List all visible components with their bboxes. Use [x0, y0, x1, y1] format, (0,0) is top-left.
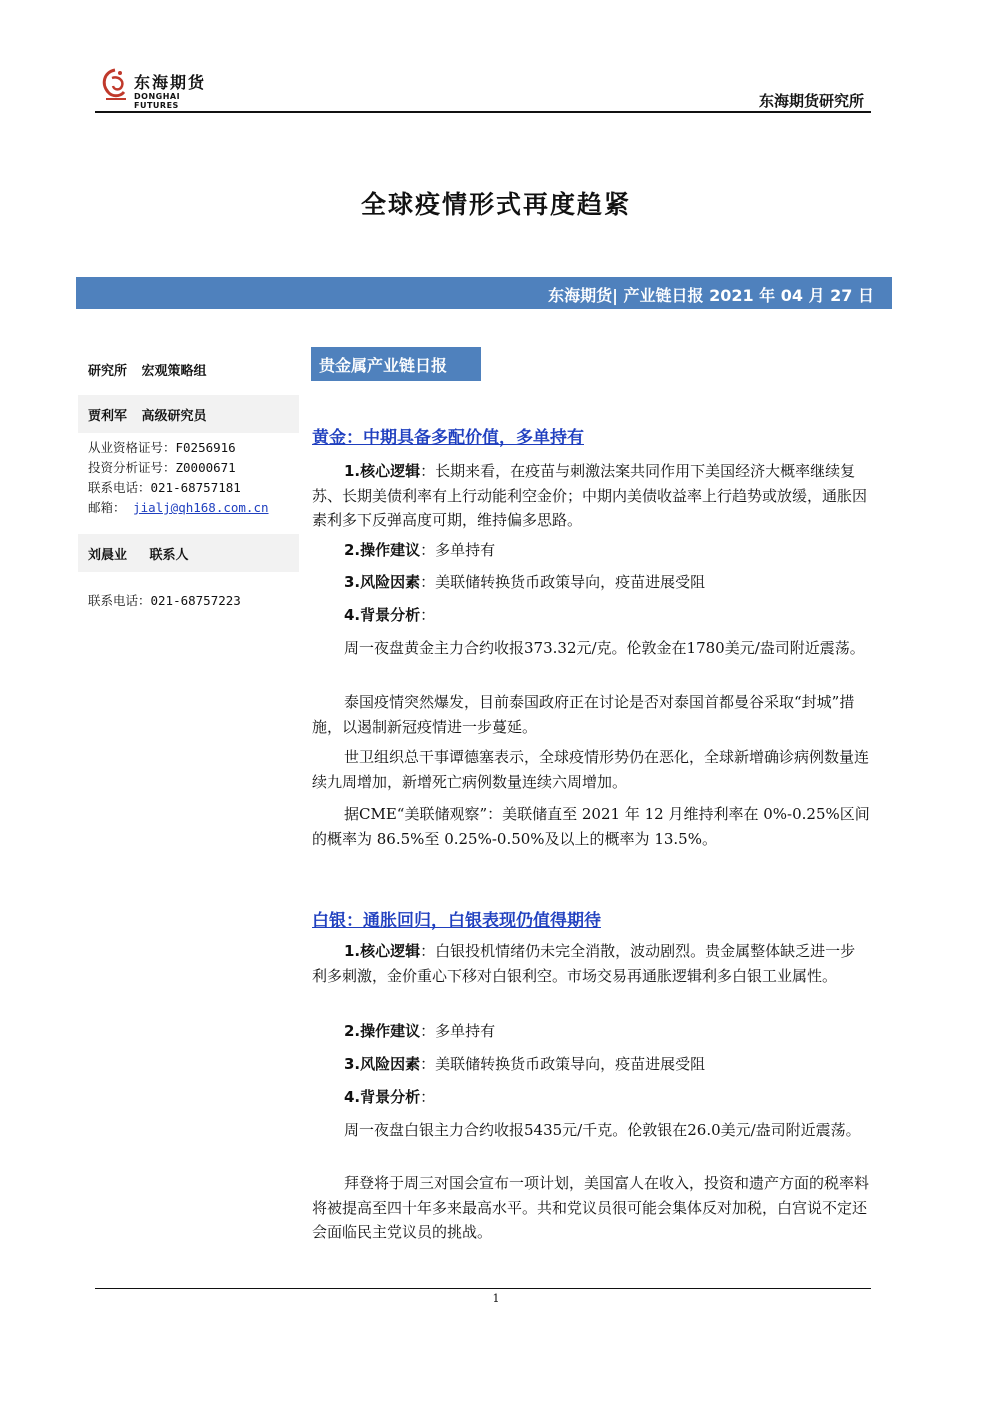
footer-divider	[95, 1288, 871, 1289]
sidebar-person2-title	[88, 544, 189, 563]
silver-bg-paragraph: 周一夜盘白银主力合约收报5435元/千克。伦敦银在26.0美元/盎司附近震荡。	[344, 1121, 861, 1139]
report-title: 全球疫情形式再度趋紧	[360, 190, 631, 219]
silver-background-label: 4.背景分析	[344, 1088, 421, 1106]
gold-advice-text: ：多单持有	[420, 541, 496, 559]
date-banner	[76, 277, 892, 309]
gold-core-logic-label: 1.核心逻辑	[344, 462, 421, 480]
section-tag-text: 贵金属产业链日报	[319, 356, 448, 375]
gold-section-title[interactable]: 黄金：中期具备多配价值，多单持有	[312, 428, 584, 448]
silver-risk	[312, 1052, 870, 1077]
banner-text: 东海期货| 产业链日报 2021 年 04 月 27 日	[548, 286, 874, 305]
sidebar-person1-header	[78, 395, 299, 433]
silver-core-logic-label: 1.核心逻辑	[344, 942, 421, 960]
silver-core-logic	[312, 939, 870, 988]
person1-phone: 联系电话：021-68757181	[88, 480, 241, 495]
person1-analyst-id: 投资分析证号：Z0000671	[88, 460, 236, 475]
gold-advice-label: 2.操作建议	[344, 541, 421, 559]
gold-risk-text: ：美联储转换货币政策导向，疫苗进展受阻	[420, 573, 706, 591]
gold-bg-paragraph: 据CME“美联储观察”：美联储直至 2021 年 12 月维持利率在 0%-0.25%区间的概率为 86.5%至 0.25%-0.50%及以上的概率为 13.5%。	[312, 805, 870, 848]
section-tag	[311, 347, 481, 381]
person1-name: 贾利军	[88, 409, 128, 424]
person1-email-row	[88, 498, 269, 516]
person1-qualification: 从业资格证号：F0256916	[88, 440, 236, 455]
gold-bg-paragraph: 周一夜盘黄金主力合约收报373.32元/克。伦敦金在1780美元/盎司附近震荡。	[344, 639, 865, 657]
silver-background	[312, 1085, 870, 1110]
person2-role: 联系人	[149, 548, 189, 563]
person2-name: 刘晨业	[88, 548, 128, 563]
gold-core-logic	[312, 459, 870, 533]
gold-background-label: 4.背景分析	[344, 606, 421, 624]
gold-bg-paragraph: 泰国疫情突然爆发，目前泰国政府正在讨论是否对泰国首都曼谷采取“封城”措施，以遏制新冠疫情进一步蔓延。	[312, 693, 855, 736]
logo-text-en: DONGHAI FUTURES	[134, 92, 181, 110]
person1-role: 高级研究员	[141, 409, 207, 424]
sidebar-team: 宏观策略组	[141, 364, 207, 379]
gold-background-colon: ：	[420, 606, 436, 624]
sidebar-dept: 研究所	[88, 364, 128, 379]
header-divider	[95, 111, 871, 113]
sidebar-group	[88, 360, 207, 379]
email-label: 邮箱：	[88, 500, 126, 515]
person2-phone: 联系电话：021-68757223	[88, 593, 241, 608]
gold-risk	[312, 570, 870, 595]
company-logo	[98, 66, 228, 108]
silver-risk-text: ：美联储转换货币政策导向，疫苗进展受阻	[420, 1055, 706, 1073]
sidebar-person1-title	[88, 405, 207, 424]
email-link[interactable]: jialj@qh168.com.cn	[133, 500, 269, 515]
silver-bg-paragraph: 拜登将于周三对国会宣布一项计划，美国富人在收入，投资和遗产方面的税率料将被提高至四十年多来最高水平。共和党议员很可能会集体反对加税，白宫说不定还会面临民主党议员的挑战。	[312, 1174, 870, 1241]
silver-advice-text: ：多单持有	[420, 1022, 496, 1040]
sidebar-person2-header	[78, 534, 299, 572]
silver-risk-label: 3.风险因素	[344, 1055, 421, 1073]
logo-text-cn: 东海期货	[134, 73, 207, 92]
gold-advice	[312, 538, 870, 563]
silver-advice	[312, 1019, 870, 1044]
gold-risk-label: 3.风险因素	[344, 573, 421, 591]
gold-bg-paragraph: 世卫组织总干事谭德塞表示，全球疫情形势仍在恶化，全球新增确诊病例数量连续九周增加，新增死亡病例数量连续六周增加。	[312, 748, 870, 791]
silver-core-logic-text: ：白银投机情绪仍未完全消散，波动剧烈。贵金属整体缺乏进一步利多刺激，金价重心下移对白银利空。市场交易再通胀逻辑利多白银工业属性。	[312, 942, 856, 985]
silver-section-title[interactable]: 白银：通胀回归，白银表现仍值得期待	[312, 911, 601, 931]
silver-advice-label: 2.操作建议	[344, 1022, 421, 1040]
dragon-logo-icon	[98, 66, 132, 106]
gold-background	[312, 603, 870, 628]
page-number: 1	[492, 1292, 500, 1305]
header-institute: 东海期货研究所	[758, 92, 864, 110]
silver-background-colon: ：	[420, 1088, 436, 1106]
gold-core-logic-text: ：长期来看，在疫苗与刺激法案共同作用下美国经济大概率继续复苏、长期美债利率有上行动能利空金价；中期内美债收益率上行趋势或放缓，通胀因素利多下反弹高度可期，维持偏多思路。	[312, 462, 868, 529]
